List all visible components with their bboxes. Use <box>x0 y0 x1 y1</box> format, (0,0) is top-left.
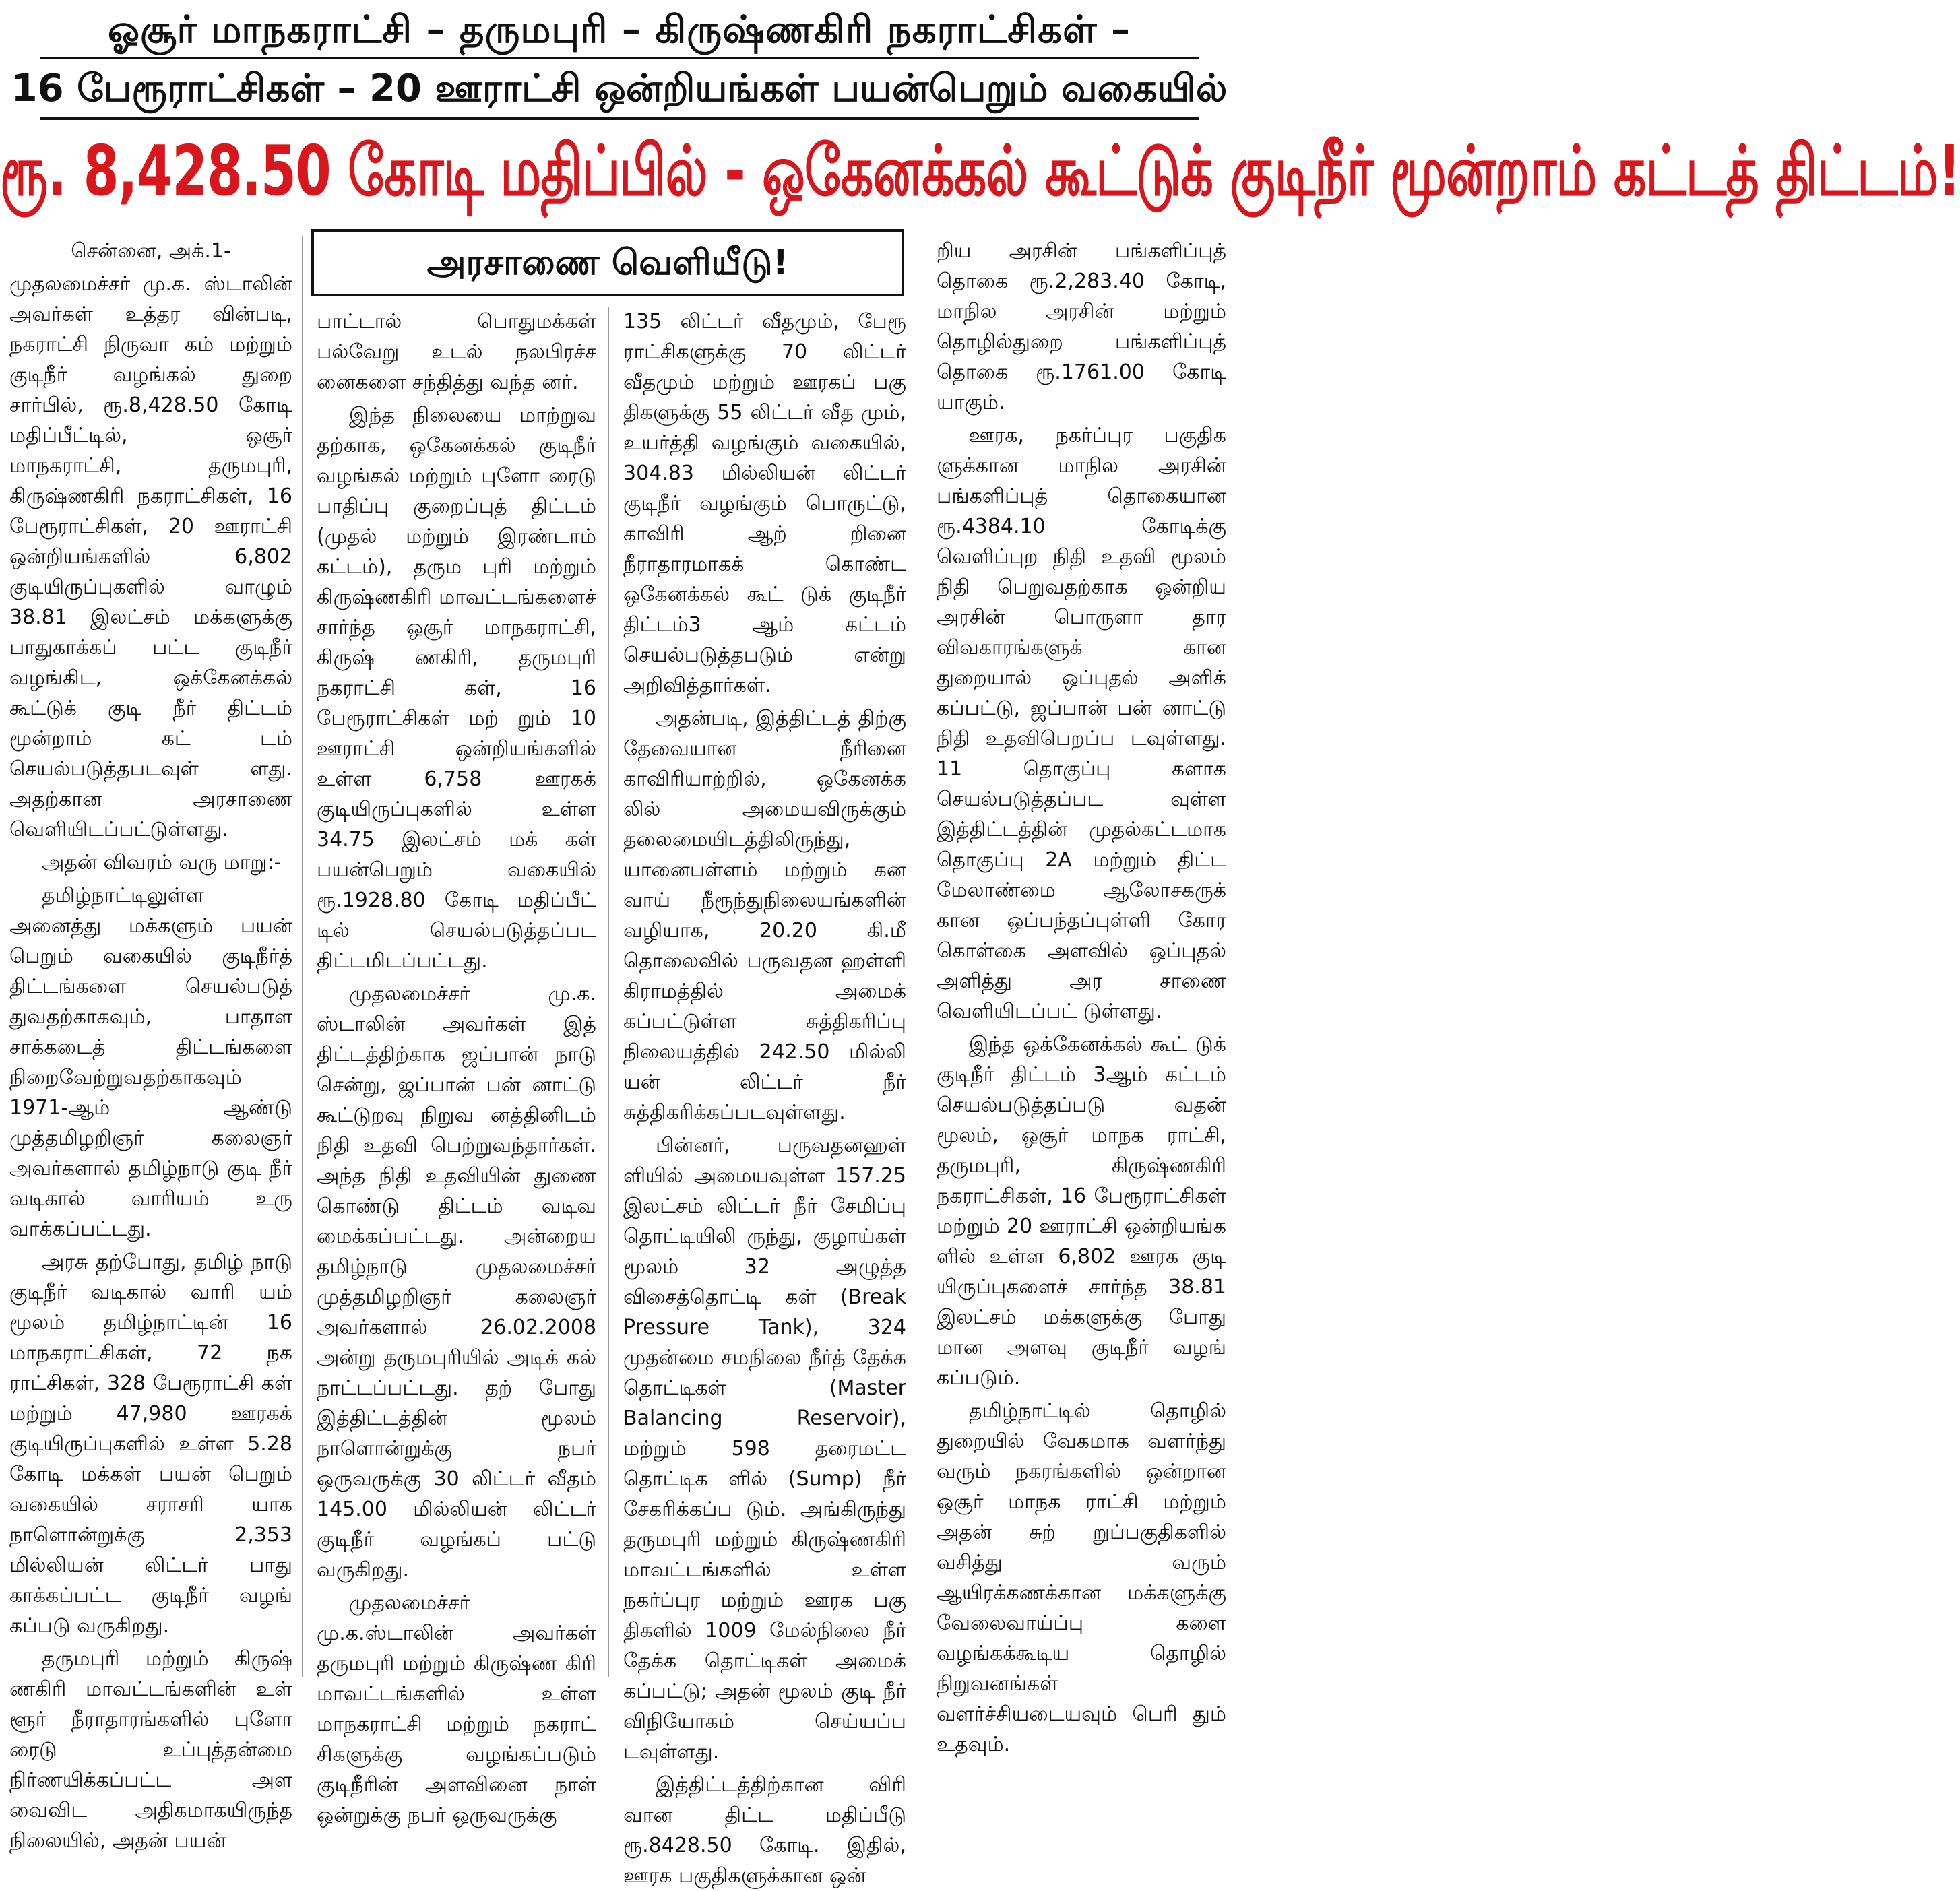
column-divider <box>302 236 303 1677</box>
dateline: சென்னை, அக்.1- <box>71 239 231 263</box>
paragraph: றிய அரசின் பங்களிப்புத் தொகை ரூ.2,283.40 கோடி, மாநில அரசின் மற்றும் தொழில்துறை பங்களிப்புத் தொகை ரூ.1761.00 கோடி யாகும். <box>937 239 1226 414</box>
paragraph: அதன் விவரம் வரு மாறு:- <box>42 851 282 874</box>
paragraph: ஊரக, நகர்ப்புர பகுதிக ளுக்கான மாநில அரசின் பங்களிப்புத் தொகையான ரூ.4384.10 கோடிக்கு வெளிப்புற நிதி உதவி மூலம் நிதி பெறுவதற்காக ஒன்றிய அரசின் பொருளா தார விவகாரங்களுக் கான துறையால் ஒப்புதல் அளிக் கப்பட்டு, ஜப்பான் பன் னாட்டு நிதி உதவிபெறப்ப டவுள்ளது. 11 தொகுப்பு களாக செயல்படுத்தப்பட வுள்ள இத்திட்டத்தின் முதல்கட்டமாக தொகுப்பு 2A மற்றும் திட்ட மேலாண்மை ஆலோசகருக் கான ஒப்பந்தப்புள்ளி கோர கொள்கை அளவில் ஒப்புதல் அளித்து அர சாணை வெளியிடப்பட் டுள்ளது. <box>937 424 1226 1023</box>
main-headline: ரூ. 8,428.50 கோடி மதிப்பில் - ஒகேனக்கல் கூட்டுக் குடிநீர் மூன்றாம் கட்டத் திட்டம்! <box>0 130 1960 212</box>
paragraph: இந்த ஒக்கேனக்கல் கூட் டுக் குடிநீர் திட்டம் 3ஆம் கட்டம் செயல்படுத்தப்படு வதன் மூலம், ஒசூர் மாநக ராட்சி, தருமபுரி, கிருஷ்ணகிரி நகராட்சிகள், 16 பேரூராட்சிகள் மற்றும் 20 ஊராட்சி ஒன்றியங்க ளில் உள்ள 6,802 ஊரக குடி யிருப்புகளைச் சார்ந்த 38.81 இலட்சம் மக்களுக்கு போது மான அளவு குடிநீர் வழங் கப்படும். <box>937 1033 1226 1390</box>
article-column-4 <box>937 236 1226 1756</box>
article-column-3 <box>623 307 906 1888</box>
column-divider <box>608 307 609 1677</box>
paragraph: பின்னர், பருவதனஹள் ளியில் அமையவுள்ள 157.25 இலட்சம் லிட்டர் நீர் சேமிப்பு தொட்டியிலி ருந்து, குழாய்கள் மூலம் 32 அழுத்த விசைத்தொட்டி கள் (Break Pressure Tank), 324 முதன்மை சமநிலை நீர்த் தேக்க தொட்டிகள் (Master Balancing Reservoir), மற்றும் 598 தரைமட்ட தொட்டிக ளில் (Sump) நீர் சேகரிக்கப்ப டும். அங்கிருந்து தருமபுரி மற்றும் கிருஷ்ணகிரி மாவட்டங்களில் உள்ள நகர்ப்புர மற்றும் ஊரக பகு திகளில் 1009 மேல்நிலை நீர் தேக்க தொட்டிகள் அமைக் கப்பட்டு; அதன் மூலம் குடி நீர் விநியோகம் செய்யப்ப டவுள்ளது. <box>623 1134 906 1764</box>
article-column-2 <box>317 307 596 1827</box>
paragraph: அதன்படி, இத்திட்டத் திற்கு தேவையான நீரினை காவிரியாற்றில், ஒகேனக்க லில் அமையவிருக்கும் தலைமையிடத்திலிருந்து, யானைபள்ளம் மற்றும் கன வாய் நீரூந்துநிலையங்களின் வழியாக, 20.20 கி.மீ தொலைவில் பருவதன ஹள்ளி கிராமத்தில் அமைக் கப்பட்டுள்ள சுத்திகரிப்பு நிலையத்தில் 242.50 மில்லி யன் லிட்டர் நீர் சுத்திகரிக்கப்படவுள்ளது. <box>623 707 906 1124</box>
paragraph: பாட்டால் பொதுமக்கள் பல்வேறு உடல் நலபிரச்ச னைகளை சந்தித்து வந்த னர். <box>317 310 596 394</box>
boxed-subheading: அரசாணை வெளியீடு! <box>311 229 904 296</box>
headline-line-2: 16 பேரூராட்சிகள் – 20 ஊராட்சி ஒன்றியங்கள் பயன்பெறும் வகையில் <box>11 67 1228 110</box>
paragraph: இந்த நிலையை மாற்றுவ தற்காக, ஒகேனக்கல் குடிநீர் வழங்கல் மற்றும் புளோ ரைடு பாதிப்பு குறைப்புத் திட்டம் (முதல் மற்றும் இரண்டாம் கட்டம்), தரும புரி மற்றும் கிருஷ்ணகிரி மாவட்டங்களைச் சார்ந்த ஒசூர் மாநகராட்சி, கிருஷ் ணகிரி, தருமபுரி நகராட்சி கள், 16 பேரூராட்சிகள் மற் றும் 10 ஊராட்சி ஒன்றியங்களில் உள்ள 6,758 ஊரகக் குடியிருப்புகளில் உள்ள 34.75 இலட்சம் மக் கள் பயன்பெறும் வகையில் ரூ.1928.80 கோடி மதிப்பீட் டில் செயல்படுத்தப்பட திட்டமிடப்பட்டது. <box>317 404 596 973</box>
paragraph: தமிழ்நாட்டிலுள்ள அனைத்து மக்களும் பயன் பெறும் வகையில் குடிநீர்த் திட்டங்களை செயல்படுத் துவதற்காகவும், பாதாள சாக்கடைத் திட்டங்களை நிறைவேற்றுவதற்காகவும் 1971-ஆம் ஆண்டு முத்தமிழறிஞர் கலைஞர் அவர்களால் தமிழ்நாடு குடி நீர் வடிகால் வாரியம் உரு வாக்கப்பட்டது. <box>9 884 292 1241</box>
paragraph: அரசு தற்போது, தமிழ் நாடு குடிநீர் வடிகால் வாரி யம் மூலம் தமிழ்நாட்டின் 16 மாநகராட்சிகள், 72 நக ராட்சிகள், 328 பேரூராட்சி கள் மற்றும் 47,980 ஊரகக் குடியிருப்புகளில் உள்ள 5.28 கோடி மக்கள் பயன் பெறும் வகையில் சராசரி யாக நாளொன்றுக்கு 2,353 மில்லியன் லிட்டர் பாது காக்கப்பட்ட குடிநீர் வழங் கப்படு வருகிறது. <box>9 1250 292 1638</box>
paragraph: முதலமைச்சர் மு.க. ஸ்டாலின் அவர்கள் இத் திட்டத்திற்காக ஜப்பான் நாடு சென்று, ஜப்பான் பன் னாட்டு கூட்டுறவு நிறுவ னத்தினிடம் நிதி உதவி பெற்றுவந்தார்கள். அந்த நிதி உதவியின் துணை கொண்டு திட்டம் வடிவ மைக்கப்பட்டது. அன்றைய தமிழ்நாடு முதலமைச்சர் முத்தமிழறிஞர் கலைஞர் அவர்களால் 26.02.2008 அன்று தருமபுரியில் அடிக் கல் நாட்டப்பட்டது. தற் போது இத்திட்டத்தின் மூலம் நாளொன்றுக்கு நபர் ஒருவருக்கு 30 லிட்டர் வீதம் 145.00 மில்லியன் லிட்டர் குடிநீர் வழங்கப் பட்டு வருகிறது. <box>317 982 596 1582</box>
paragraph: 135 லிட்டர் வீதமும், பேரூ ராட்சிகளுக்கு 70 லிட்டர் வீதமும் மற்றும் ஊரகப் பகு திகளுக்கு 55 லிட்டர் வீத மும், உயர்த்தி வழங்கும் வகையில், 304.83 மில்லியன் லிட்டர் குடிநீர் வழங்கும் பொருட்டு, காவிரி ஆற் றினை நீராதாரமாகக் கொண்ட ஒகேனக்கல் கூட் டுக் குடிநீர் திட்டம்3 ஆம் கட்டம் செயல்படுத்தபடும் என்று அறிவித்தார்கள். <box>623 310 906 697</box>
paragraph: இத்திட்டத்திற்கான விரி வான திட்ட மதிப்பீடு ரூ.8428.50 கோடி. இதில், ஊரக பகுதிகளுக்கான ஒன் <box>623 1773 906 1888</box>
headline-divider-1 <box>40 57 1199 59</box>
paragraph: தமிழ்நாட்டில் தொழில் துறையில் வேகமாக வளர்ந்து வரும் நகரங்களில் ஒன்றான ஒசூர் மாநக ராட்சி மற்றும் அதன் சுற் றுப்பகுதிகளில் வசித்து வரும் ஆயிரக்கணக்கான மக்களுக்கு வேலைவாய்ப்பு களை வழங்கக்கூடிய தொழில் நிறுவனங்கள் வளர்ச்சியடையவும் பெரி தும் உதவும். <box>937 1399 1226 1756</box>
paragraph: முதலமைச்சர் மு.க.ஸ்டாலின் அவர்கள் தருமபுரி மற்றும் கிருஷ்ண கிரி மாவட்டங்களில் உள்ள மாநகராட்சி மற்றும் நகராட் சிகளுக்கு வழங்கப்படும் குடிநீரின் அளவினை நாள் ஒன்றுக்கு நபர் ஒருவருக்கு <box>317 1591 596 1827</box>
article-column-1 <box>9 236 292 1853</box>
paragraph: தருமபுரி மற்றும் கிருஷ் ணகிரி மாவட்டங்களின் உள் ளூர் நீராதாரங்களில் புளோ ரைடு உப்புத்தன்மை நிர்ணயிக்கப்பட்ட அள வைவிட அதிகமாகயிருந்த நிலையில், அதன் பயன் <box>9 1647 292 1853</box>
paragraph: முதலமைச்சர் மு.க. ஸ்டாலின் அவர்கள் உத்தர வின்படி, நகராட்சி நிருவா கம் மற்றும் குடிநீர் வழங்கல் துறை சார்பில், ரூ.8,428.50 கோடி மதிப்பீட்டில், ஒசூர் மாநகராட்சி, தருமபுரி, கிருஷ்ணகிரி நகராட்சிகள், 16 பேரூராட்சிகள், 20 ஊராட்சி ஒன்றியங்களில் 6,802 குடியிருப்புகளில் வாழும் 38.81 இலட்சம் மக்களுக்கு பாதுகாக்கப் பட்ட குடிநீர் வழங்கிட, ஒக்கேனக்கல் கூட்டுக் குடி நீர் திட்டம் மூன்றாம் கட் டம் செயல்படுத்தபடவுள் ளது. அதற்கான அரசாணை வெளியிடப்பட்டுள்ளது. <box>9 272 292 841</box>
headline-line-1: ஓசூர் மாநகராட்சி – தருமபுரி – கிருஷ்ணகிரி நகராட்சிகள் – <box>107 8 1131 52</box>
